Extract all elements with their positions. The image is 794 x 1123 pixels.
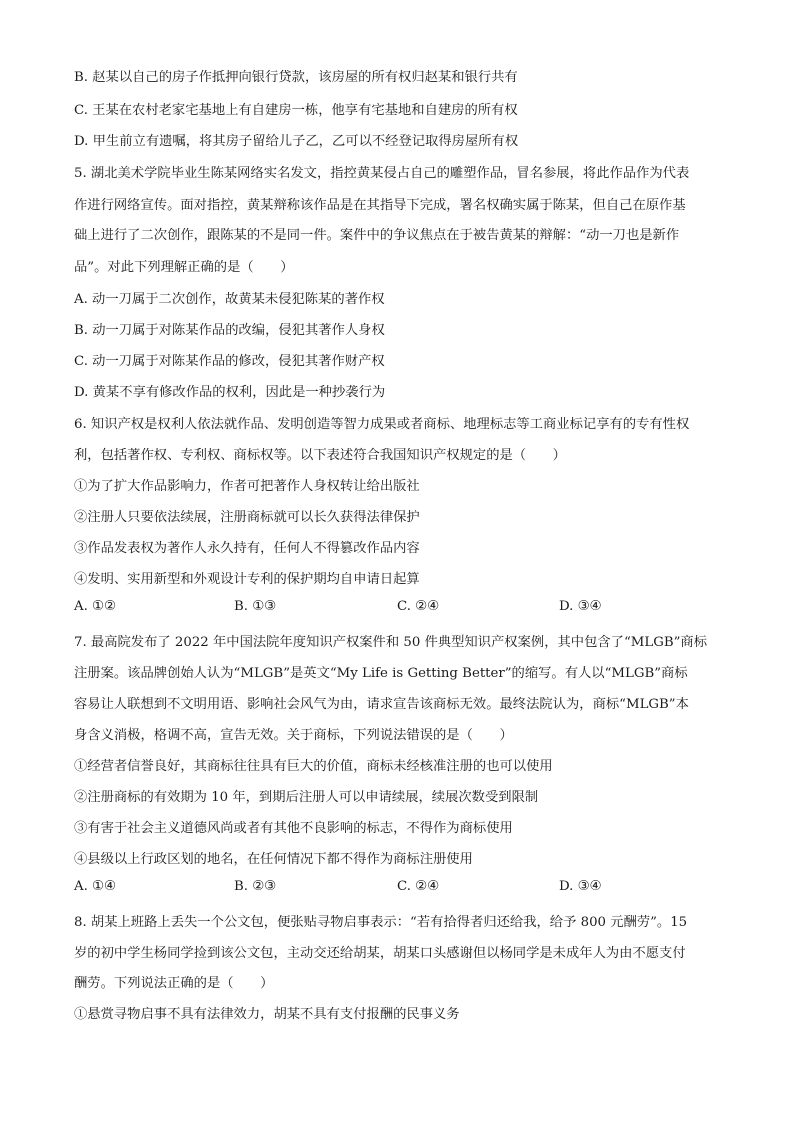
- q7-option-c: C. ②④: [397, 879, 439, 894]
- q8-stem-line-2: 岁的初中学生杨同学捡到该公文包，主动交还给胡某，胡某口头感谢但以杨同学是未成年人为由不愿支付: [74, 946, 686, 961]
- q5-option-c: C. 动一刀属于对陈某作品的修改，侵犯其著作财产权: [74, 354, 385, 369]
- q7-option-b: B. ②③: [234, 879, 277, 894]
- q4-option-d: D. 甲生前立有遗嘱，将其房子留给儿子乙，乙可以不经登记取得房屋所有权: [74, 134, 519, 149]
- q5-option-a: A. 动一刀属于二次创作，故黄某未侵犯陈某的著作权: [74, 292, 385, 307]
- q5-stem-line-1: 5. 湖北美术学院毕业生陈某网络实名发文，指控黄某侵占自己的雕塑作品，冒名参展，将此作品作为代表: [74, 166, 690, 181]
- q7-statement-2: ②注册商标的有效期为 10 年，到期后注册人可以申请续展，续展次数受到限制: [74, 790, 539, 805]
- q7-statement-3: ③有害于社会主义道德风尚或者有其他不良影响的标志，不得作为商标使用: [74, 821, 513, 836]
- q7-option-d: D. ③④: [559, 879, 602, 894]
- q7-statement-1: ①经营者信誉良好，其商标往往具有巨大的价值，商标未经核准注册的也可以使用: [74, 759, 553, 774]
- q7-stem-line-1: 7. 最高院发布了 2022 年中国法院年度知识产权案件和 50 件典型知识产权案例，其中包含了“MLGB”商标: [74, 635, 707, 650]
- q4-option-b: B. 赵某以自己的房子作抵押向银行贷款，该房屋的所有权归赵某和银行共有: [74, 70, 518, 85]
- q5-stem-line-3: 础上进行了二次创作，跟陈某的不是同一件。案件中的争议焦点在于被告黄某的辩解：“动一刀也是新作: [74, 228, 680, 243]
- q5-stem-line-2: 作进行网络宣传。面对指控，黄某辩称该作品是在其指导下完成，署名权确实属于陈某，但自己在原作基: [74, 198, 686, 213]
- q7-stem-line-3: 容易让人联想到不文明用语、影响社会风气为由，请求宣告该商标无效。最终法院认为，商标“MLGB”本: [74, 697, 689, 712]
- q6-option-b: B. ①③: [234, 599, 277, 614]
- q8-statement-1: ①悬赏寻物启事不具有法律效力，胡某不具有支付报酬的民事义务: [74, 1007, 460, 1022]
- q6-option-d: D. ③④: [559, 599, 602, 614]
- q7-stem-line-4: 身含义消极，格调不高，宣告无效。关于商标，下列说法错误的是（ ）: [74, 728, 513, 743]
- q6-statement-4: ④发明、实用新型和外观设计专利的保护期均自申请日起算: [74, 572, 420, 587]
- q5-option-d: D. 黄某不享有修改作品的权利，因此是一种抄袭行为: [74, 385, 386, 400]
- q7-stem-line-2: 注册案。该品牌创始人认为“MLGB”是英文“My Life is Getting Better”的缩写。有人以“MLGB”商标: [74, 666, 688, 681]
- q4-option-c: C. 王某在农村老家宅基地上有自建房一栋，他享有宅基地和自建房的所有权: [74, 103, 518, 118]
- q6-stem-line-1: 6. 知识产权是权利人依法就作品、发明创造等智力成果或者商标、地理标志等工商业标记享有的专有性权: [74, 417, 690, 432]
- q6-statement-2: ②注册人只要依法续展，注册商标就可以长久获得法律保护: [74, 510, 420, 525]
- q5-stem-line-4: 品”。对此下列理解正确的是（ ）: [74, 260, 294, 275]
- q6-stem-line-2: 利，包括著作权、专利权、商标权等。以下表述符合我国知识产权规定的是（ ）: [74, 448, 566, 463]
- q6-statement-1: ①为了扩大作品影响力，作者可把著作人身权转让给出版社: [74, 479, 420, 494]
- q8-stem-line-3: 酬劳。下列说法正确的是（ ）: [74, 976, 274, 991]
- q6-statement-3: ③作品发表权为著作人永久持有，任何人不得篡改作品内容: [74, 541, 420, 556]
- q8-stem-line-1: 8. 胡某上班路上丢失一个公文包，便张贴寻物启事表示：“若有拾得者归还给我，给予 800 元酬劳”。15: [74, 915, 688, 930]
- q6-option-c: C. ②④: [397, 599, 439, 614]
- q7-statement-4: ④县级以上行政区划的地名，在任何情况下都不得作为商标注册使用: [74, 852, 473, 867]
- q7-option-a: A. ①④: [74, 879, 116, 894]
- q6-option-a: A. ①②: [74, 599, 116, 614]
- q5-option-b: B. 动一刀属于对陈某作品的改编，侵犯其著作人身权: [74, 323, 385, 338]
